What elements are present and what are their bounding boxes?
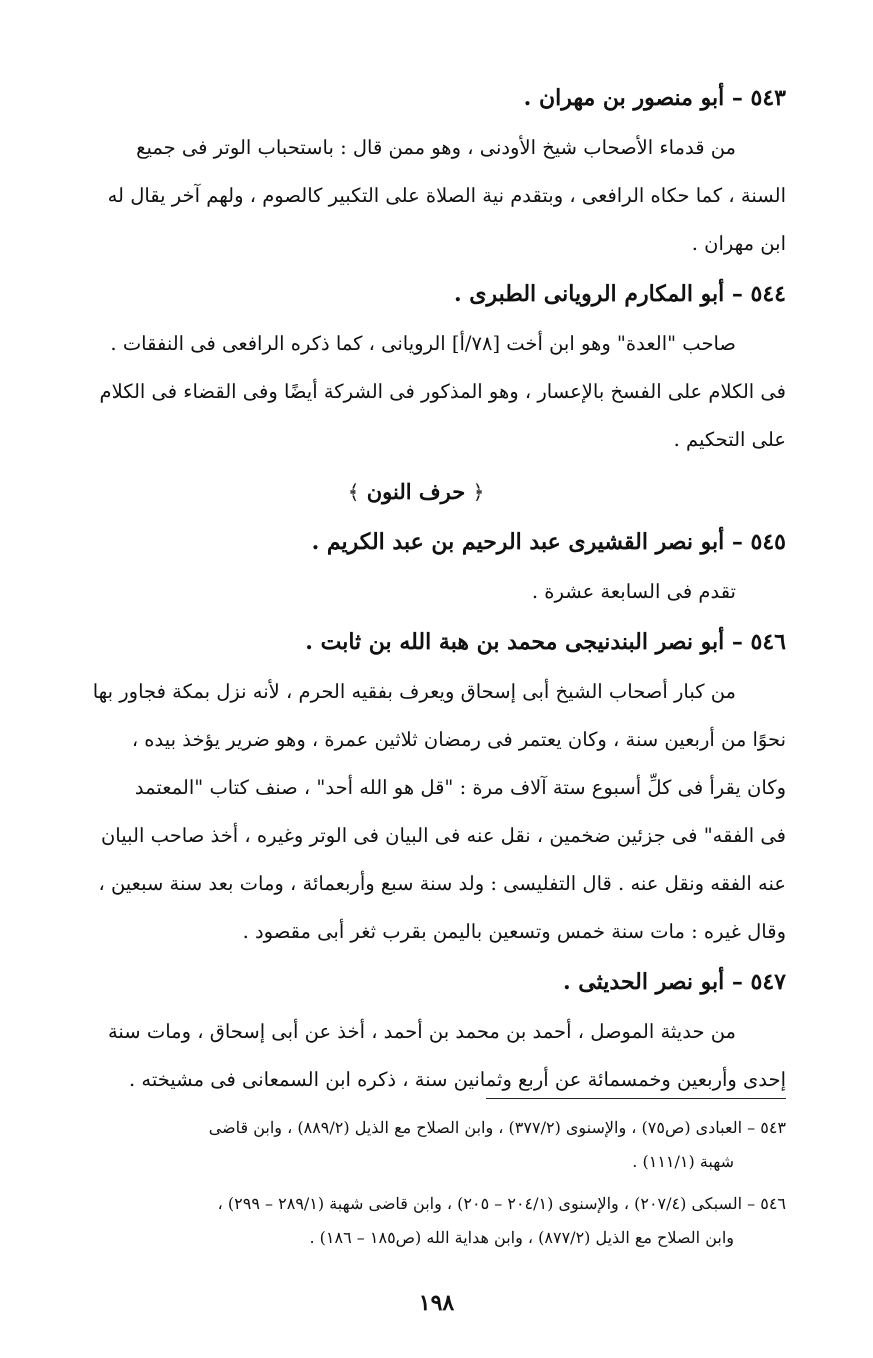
text-line: وكان يقرأ فى كلِّ أسبوع ستة آلاف مرة : "قل هو الله أحد" ، صنف كتاب "المعتمد <box>134 776 786 799</box>
entry-title: ٥٤٥ – أبو نصر القشيرى عبد الرحيم بن عبد الكريم . <box>311 529 786 555</box>
entry-text <box>46 320 786 464</box>
text-line: من كبار أصحاب الشيخ أبى إسحاق ويعرف بفقيه الحرم ، لأنه نزل بمكة فجاور بها <box>92 680 736 703</box>
text-line: وقال غيره : مات سنة خمس وتسعين باليمن بقرب ثغر أبى مقصود . <box>242 920 786 943</box>
text-line: صاحب "العدة" وهو ابن أخت [٧٨/أ] الرويانى ، كما ذكره الرافعى فى النفقات . <box>110 332 736 355</box>
footnote-546 <box>46 1187 786 1255</box>
footnote-543 <box>46 1111 786 1179</box>
entry-title: ٥٤٤ – أبو المكارم الرويانى الطبرى . <box>453 281 786 307</box>
entry-text <box>46 124 786 268</box>
text-line: إحدى وأربعين وخمسمائة عن أربع وثمانين سنة ، ذكره ابن السمعانى فى مشيخته . <box>128 1068 786 1091</box>
section-heading-text: حرف النون <box>366 479 466 504</box>
text-line: ابن مهران . <box>691 232 786 255</box>
entry-543 <box>46 78 786 268</box>
entry-title: ٥٤٣ – أبو منصور بن مهران . <box>523 85 786 111</box>
footnote-divider <box>486 1098 786 1099</box>
text-line: عنه الفقه ونقل عنه . قال التفليسى : ولد سنة سبع وأربعمائة ، ومات بعد سنة سبعين ، <box>98 872 786 895</box>
page-body <box>46 78 786 1110</box>
text-line: فى الفقه" فى جزئين ضخمين ، نقل عنه فى البيان فى الوتر وغيره ، أخذ صاحب البيان <box>100 824 786 847</box>
entry-546 <box>46 622 786 956</box>
entry-title: ٥٤٦ – أبو نصر البندنيجى محمد بن هبة الله بن ثابت . <box>305 629 786 655</box>
text-line: نحوًا من أربعين سنة ، وكان يعتمر فى رمضان ثلاثين عمرة ، وهو ضرير يؤخذ بيده ، <box>131 728 786 751</box>
footnote-line: ٥٤٣ – العبادى (ص٧٥) ، والإسنوى (٣٧٧/٢) ، وابن الصلاح مع الذيل (٨٨٩/٢) ، وابن قاضى <box>208 1118 786 1137</box>
footnote-line: وابن الصلاح مع الذيل (٨٧٧/٢) ، وابن هداية الله (ص١٨٥ – ١٨٦) . <box>309 1228 734 1247</box>
text-line: على التحكيم . <box>673 428 786 451</box>
entry-544 <box>46 274 786 464</box>
entry-545 <box>46 522 786 616</box>
ornament-left: ﴾ <box>347 480 360 504</box>
text-line: فى الكلام على الفسخ بالإعسار ، وهو المذكور فى الشركة أيضًا وفى القضاء فى الكلام <box>99 380 786 403</box>
text-line: تقدم فى السابعة عشرة . <box>531 580 736 603</box>
entry-text <box>46 668 786 956</box>
footnote-line: ٥٤٦ – السبكى (٢٠٧/٤) ، والإسنوى (٢٠٤/١ – ٢٠٥) ، وابن قاضى شهبة (٢٨٩/١ – ٢٩٩) ، <box>217 1194 786 1213</box>
entry-547 <box>46 962 786 1104</box>
text-line: السنة ، كما حكاه الرافعى ، وبتقدم نية الصلاة على التكبير كالصوم ، ولهم آخر يقال له <box>107 184 786 207</box>
footnotes <box>46 1098 786 1263</box>
ornament-right: ﴿ <box>472 480 485 504</box>
page-number: ١٩٨ <box>418 1290 455 1316</box>
entry-title: ٥٤٧ – أبو نصر الحديثى . <box>562 969 786 995</box>
text-line: من حديثة الموصل ، أحمد بن محمد بن أحمد ، أخذ عن أبى إسحاق ، ومات سنة <box>107 1020 736 1043</box>
entry-text <box>46 568 786 616</box>
text-line: من قدماء الأصحاب شيخ الأودنى ، وهو ممن قال : باستحباب الوتر فى جميع <box>136 136 736 159</box>
entry-text <box>46 1008 786 1104</box>
section-heading <box>46 470 786 522</box>
footnote-line: شهبة (١١١/١) . <box>632 1152 734 1171</box>
